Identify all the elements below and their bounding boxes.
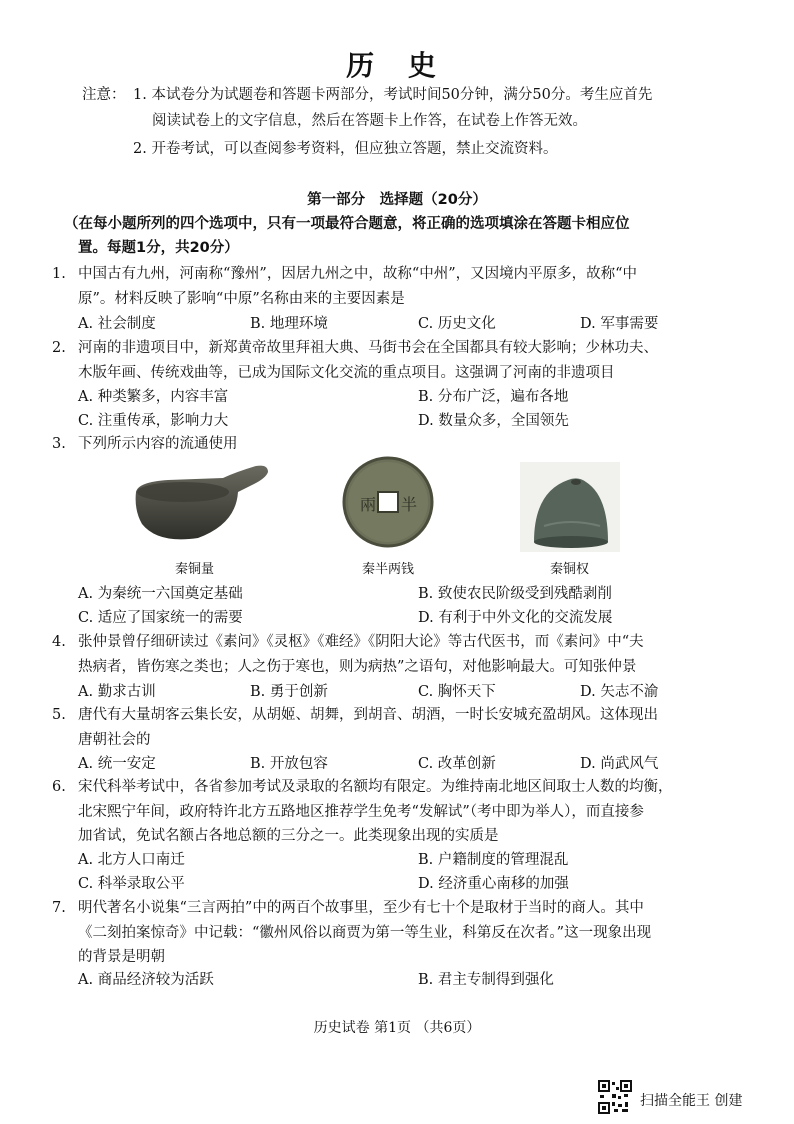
question-number: 3. <box>52 436 66 452</box>
stem-line: 的背景是明朝 <box>78 949 165 965</box>
image-caption: 秦铜量 <box>175 562 215 577</box>
stem-line: 唐朝社会的 <box>78 731 151 748</box>
notice-label: 注意： <box>82 87 126 103</box>
option-d: D. 有利于中外文化的交流发展 <box>418 610 613 626</box>
option-d: D. 军事需要 <box>580 316 659 332</box>
ban-liang-coin-image <box>338 452 438 552</box>
page-footer: 历史试卷 第1页 （共6页） <box>313 1020 481 1036</box>
option-d: D. 矢志不渝 <box>580 684 659 700</box>
option-c: C. 改革创新 <box>418 756 496 772</box>
stem-line: 原”。材料反映了影响“中原”名称由来的主要因素是 <box>78 290 405 307</box>
option-c: C. 历史文化 <box>418 316 496 332</box>
bronze-measure-image <box>128 462 273 552</box>
question-stem <box>78 262 748 311</box>
option-a: A. 商品经济较为活跃 <box>78 972 214 988</box>
option-b: B. 致使农民阶级受到残酷剥削 <box>418 586 612 602</box>
stem-line: 热病者，皆伤寒之类也；人之伤于寒也，则为病热”之语句，对他影响最大。可知张仲景 <box>78 658 637 675</box>
qr-code-icon <box>598 1080 632 1114</box>
stem-line: 宋代科举考试中，各省参加考试及录取的名额均有限定。为维持南北地区间取士人数的均衡， <box>78 779 673 795</box>
stem-line: 加省试，免试名额占各地总额的三分之一。此类现象出现的实质是 <box>78 828 499 844</box>
option-b: B. 分布广泛，遍布各地 <box>418 389 569 405</box>
section-heading: 第一部分 选择题（20分） <box>307 192 487 208</box>
notice-item1-line1: 1. 本试卷分为试题卷和答题卡两部分，考试时间50分钟，满分50分。考生应首先 <box>133 87 653 103</box>
option-c: C. 适应了国家统一的需要 <box>78 610 243 626</box>
question-2 <box>0 336 794 386</box>
stem-line: 《二刻拍案惊奇》中记载：“徽州风俗以商贾为第一等生业，科第反在次者。”这一现象出现 <box>78 924 652 941</box>
stem-line: 河南的非遗项目中，新郑黄帝故里拜祖大典、马街书会在全国都具有较大影响；少林功夫、 <box>78 340 658 356</box>
option-a: A. 统一安定 <box>78 756 156 772</box>
stem-line: 下列所示内容的流通使用 <box>78 436 238 452</box>
option-a: A. 社会制度 <box>78 316 156 332</box>
option-a: A. 勤求古训 <box>78 684 156 700</box>
option-c: C. 科举录取公平 <box>78 876 185 892</box>
question-number: 6. <box>52 779 66 795</box>
stem-line: 中国古有九州，河南称“豫州”，因居九州之中，故称“中州”，又因境内平原多，故称“中 <box>78 266 638 282</box>
svg-text:半: 半 <box>401 495 418 514</box>
section-instruction-line2: 置。每题1分，共20分） <box>78 240 239 256</box>
question-number: 4. <box>52 634 66 650</box>
stem-line: 木版年画、传统戏曲等，已成为国际文化交流的重点项目。这强调了河南的非遗项目 <box>78 364 615 381</box>
option-b: B. 君主专制得到强化 <box>418 972 554 988</box>
image-caption: 秦铜权 <box>550 562 590 577</box>
question-stem <box>78 775 748 849</box>
stem-line: 张仲景曾仔细研读过《素问》《灵枢》《难经》《阴阳大论》等古代医书，而《素问》中“夫 <box>78 634 644 650</box>
option-d: D. 经济重心南移的加强 <box>418 876 569 892</box>
question-stem <box>78 336 748 385</box>
question-4 <box>0 630 794 680</box>
option-a: A. 北方人口南迁 <box>78 852 185 868</box>
option-b: B. 户籍制度的管理混乱 <box>418 852 569 868</box>
section-instruction-line1: （在每小题所列的四个选项中，只有一项最符合题意，将正确的选项填涂在答题卡相应位 <box>64 216 630 232</box>
stem-line: 唐代有大量胡客云集长安，从胡姬、胡舞，到胡音、胡酒，一时长安城充盈胡风。这体现出 <box>78 707 658 723</box>
option-b: B. 地理环境 <box>250 316 328 332</box>
page-title: 历 史 <box>346 49 448 82</box>
bronze-weight-image <box>520 462 620 552</box>
question-7 <box>0 896 794 971</box>
question-number: 7. <box>52 900 66 916</box>
option-b: B. 勇于创新 <box>250 684 328 700</box>
question-5 <box>0 703 794 753</box>
image-caption: 秦半两钱 <box>362 562 415 577</box>
question-stem <box>78 703 748 752</box>
stem-line: 明代著名小说集“三言两拍”中的两百个故事里，至少有七十个是取材于当时的商人。其中 <box>78 900 644 916</box>
question-number: 2. <box>52 340 66 356</box>
option-a: A. 种类繁多，内容丰富 <box>78 389 229 405</box>
question-number: 1. <box>52 266 66 282</box>
option-a: A. 为秦统一六国奠定基础 <box>78 586 243 602</box>
option-c: C. 注重传承，影响力大 <box>78 413 229 429</box>
notice-item2: 2. 开卷考试，可以查阅参考资料，但应独立答题，禁止交流资料。 <box>133 141 558 157</box>
scanner-watermark: 扫描全能王 创建 <box>640 1093 743 1109</box>
option-c: C. 胸怀天下 <box>418 684 496 700</box>
question-6 <box>0 775 794 850</box>
option-d: D. 数量众多，全国领先 <box>418 413 569 429</box>
option-b: B. 开放包容 <box>250 756 328 772</box>
question-stem <box>78 896 748 970</box>
option-d: D. 尚武风气 <box>580 756 659 772</box>
stem-line: 北宋熙宁年间，政府特许北方五路地区推荐学生免考“发解试”（考中即为举人），而直接参 <box>78 803 644 820</box>
notice-item1-line2: 阅读试卷上的文字信息，然后在答题卡上作答，在试卷上作答无效。 <box>152 113 587 129</box>
svg-text:兩: 兩 <box>360 495 377 514</box>
question-number: 5. <box>52 707 66 723</box>
question-stem <box>78 630 748 679</box>
